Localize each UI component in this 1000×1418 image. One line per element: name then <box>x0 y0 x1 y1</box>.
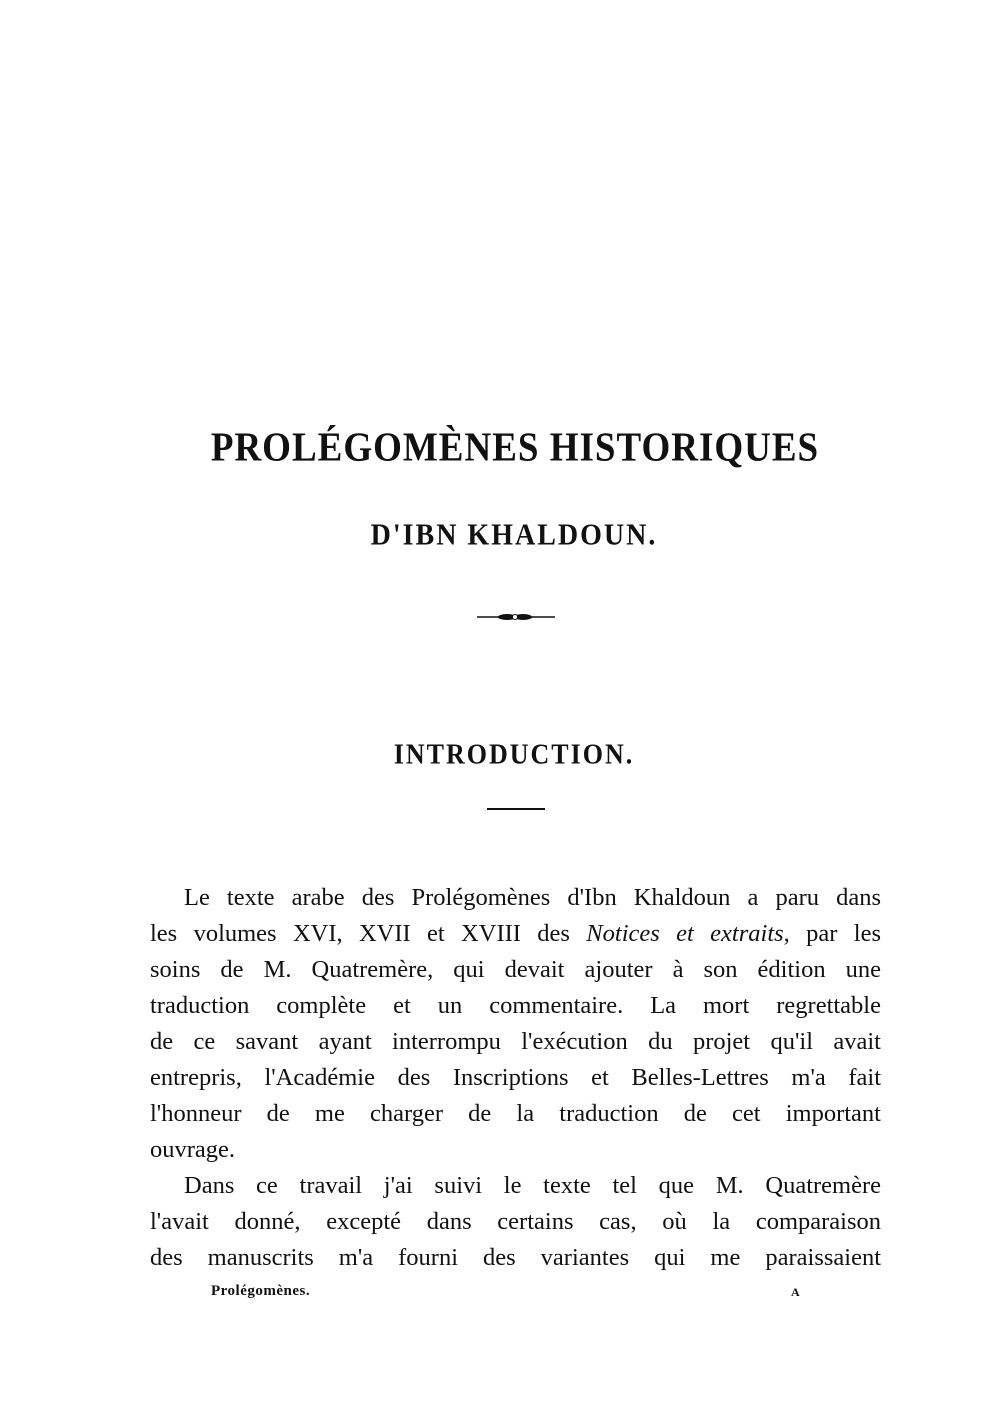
body-line: entrepris, l'Académie des Inscriptions et Belles-Lettres m'a fait <box>150 1064 881 1091</box>
body-line: ouvrage. <box>150 1136 236 1163</box>
body-line: Le texte arabe des Prolégomènes d'Ibn Khaldoun a paru dans <box>184 884 881 911</box>
heading-divider <box>487 808 545 810</box>
page-title: PROLÉGOMÈNES HISTORIQUES <box>210 424 820 471</box>
italic-title: Notices et extraits, <box>586 920 790 947</box>
body-line: soins de M. Quatremère, qui devait ajouter à son édition une <box>150 956 881 983</box>
section-heading: INTRODUCTION. <box>393 738 635 771</box>
page-subtitle: D'IBN KHALDOUN. <box>370 518 658 553</box>
decorative-rule-ornament-icon <box>477 611 555 623</box>
body-line: les volumes XVI, XVII et XVIII des Notices et extraits, par les <box>150 920 882 947</box>
body-line: l'avait donné, excepté dans certains cas, où la comparaison <box>150 1208 881 1235</box>
printer-signature: Prolégomènes. <box>211 1283 311 1299</box>
body-line: de ce savant ayant interrompu l'exécution du projet qu'il avait <box>150 1028 881 1055</box>
body-line: traduction complète et un commentaire. La mort regrettable <box>150 992 881 1019</box>
body-line: l'honneur de me charger de la traduction de cet important <box>150 1100 881 1127</box>
body-line: Dans ce travail j'ai suivi le texte tel que M. Quatremère <box>184 1172 881 1199</box>
body-line: des manuscrits m'a fourni des variantes qui me paraissaient <box>150 1244 881 1271</box>
signature-mark: A <box>791 1285 800 1299</box>
